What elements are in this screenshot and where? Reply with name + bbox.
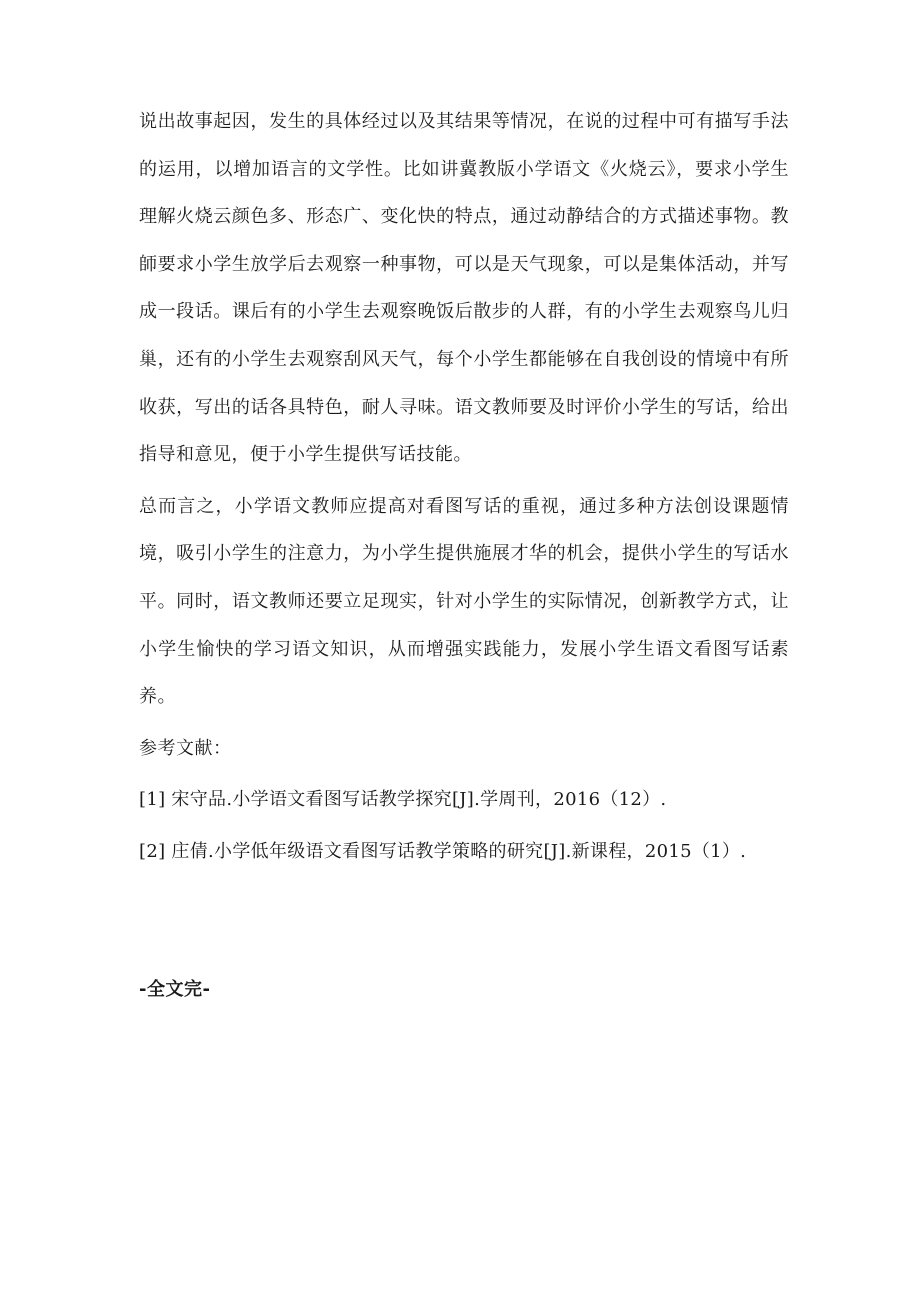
reference-item-2: [2] 庄倩.小学低年级语文看图写话教学策略的研究[J].新课程，2015（1）. — [139, 840, 747, 862]
reference-item-1: [1] 宋守品.小学语文看图写话教学探究[J].学周刊，2016（12）. — [139, 789, 667, 811]
references-heading: 参考文献： — [139, 737, 232, 759]
body-paragraph-1: 说出故事起因，发生的具体经过以及其结果等情况，在说的过程中可有描写手法的运用，以增加语言的文学性。比如讲冀教版小学语文《火烧云》，要求小学生理解火烧云颜色多、形态广、变化快的特点，通过动静结合的方式描述事物。教師要求小学生放学后去观察一种事物，可以是天气现象，可以是集体活动，并写成一段话。课后有的小学生去观察晚饭后散步的人群，有的小学生去观察鸟儿归巢，还有的小学生去观察刮风天气，每个小学生都能够在自我创设的情境中有所收获，写出的话各具特色，耐人寻味。语文教师要及时评价小学生的写话，给出指导和意见，便于小学生提供写话技能。 — [139, 111, 789, 466]
body-paragraph-2: 总而言之，小学语文教师应提高对看图写话的重视，通过多种方法创设课题情境，吸引小学生的注意力，为小学生提供施展才华的机会，提供小学生的写话水平。同时，语文教师还要立足现实，针对小学生的实际情况，创新教学方式，让小学生愉快的学习语文知识，从而增强实践能力，发展小学生语文看图写话素养。 — [139, 495, 789, 708]
document-page — [139, 98, 789, 876]
end-of-document-mark: -全文完- — [139, 979, 211, 1000]
